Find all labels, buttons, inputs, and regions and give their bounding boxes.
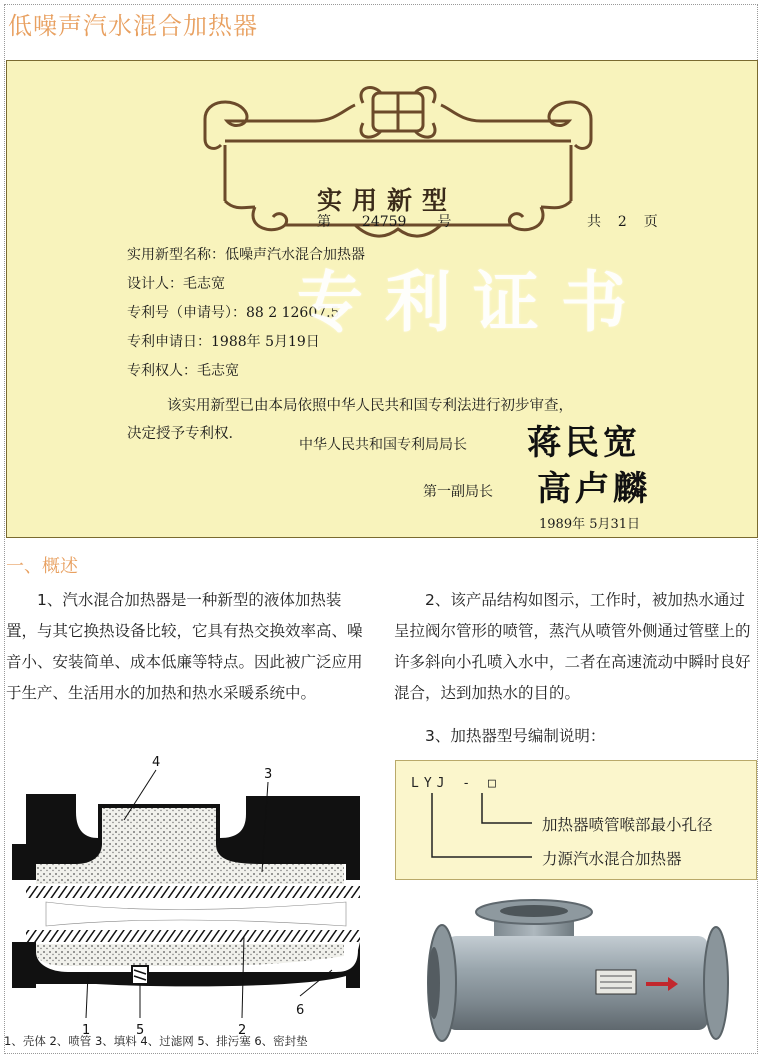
signer1-title: 中华人民共和国专利局局长 <box>299 437 467 453</box>
number-value: 24759 <box>361 214 407 230</box>
patentee: 专利权人：毛志宽 <box>127 363 239 379</box>
number-suffix: 号 <box>437 214 452 230</box>
utility-model-name: 实用新型名称：低噪声汽水混合加热器 <box>127 247 365 263</box>
patent-number: 专利号（申请号）：88 2 12607.5 <box>127 305 340 321</box>
label-4: 4 <box>152 755 161 770</box>
designer: 设计人：毛志宽 <box>127 276 225 292</box>
label-3: 3 <box>264 767 273 782</box>
page-title: 低噪声汽水混合加热器 <box>8 12 258 40</box>
application-date: 专利申请日：1988年 5月19日 <box>127 334 320 350</box>
product-photo <box>424 896 754 1046</box>
certificate-pages <box>587 211 658 231</box>
certificate-watermark: 专利证书 <box>297 264 649 341</box>
model-code-label-top: 加热器喷管喉部最小孔径 <box>542 816 713 834</box>
certificate-date: 1989年 5月31日 <box>539 517 641 532</box>
pages-prefix: 共 <box>587 214 601 230</box>
certificate-header: 实用新型 <box>316 186 457 215</box>
diagram-caption: 1、壳体 2、喷管 3、填料 4、过滤网 5、排污塞 6、密封垫 <box>4 1034 308 1048</box>
number-prefix: 第 <box>317 214 331 230</box>
signer2-title: 第一副局长 <box>423 484 493 500</box>
overview-paragraph-1 <box>6 585 372 709</box>
certificate-number <box>317 211 451 231</box>
overview-paragraph-3 <box>394 721 758 752</box>
overview-paragraph-2 <box>394 585 758 709</box>
paragraph-2-text: 2、该产品结构如图示，工作时，被加热水通过呈拉阀尔管形的喷管，蒸汽从喷管外侧通过管壁上的许多斜向小孔喷入水中，二者在高速流动中瞬时良好混合，达到加热水的目的。 <box>394 591 751 702</box>
cross-section-diagram <box>6 752 372 1042</box>
paragraph-1-text: 1、汽水混合加热器是一种新型的液体加热装置，与其它换热设备比较，它具有热交换效率高、噪音小、安装简单、成本低廉等特点。因此被广泛应用于生产、生活用水的加热和热水采暖系统中。 <box>6 591 363 702</box>
signer1-signature: 蒋民宽 <box>527 423 641 463</box>
patent-certificate <box>6 60 758 538</box>
paragraph-3-text: 3、加热器型号编制说明： <box>394 727 606 745</box>
model-code-box <box>395 760 757 880</box>
label-1: 1 <box>82 1023 91 1038</box>
label-6: 6 <box>296 1003 305 1018</box>
pages-suffix: 页 <box>643 214 658 230</box>
pages-value: 2 <box>617 214 627 230</box>
label-5: 5 <box>136 1023 145 1038</box>
statement-line-2: 决定授予专利权． <box>127 426 243 442</box>
statement-line-1: 该实用新型已由本局依照中华人民共和国专利法进行初步审查， <box>167 398 573 414</box>
section-heading: 一、概述 <box>6 556 78 577</box>
model-code-label-bottom: 力源汽水混合加热器 <box>542 850 682 868</box>
label-2: 2 <box>238 1023 247 1038</box>
model-code: LYJ - □ <box>411 776 501 791</box>
signer2-signature: 高卢麟 <box>537 469 651 509</box>
